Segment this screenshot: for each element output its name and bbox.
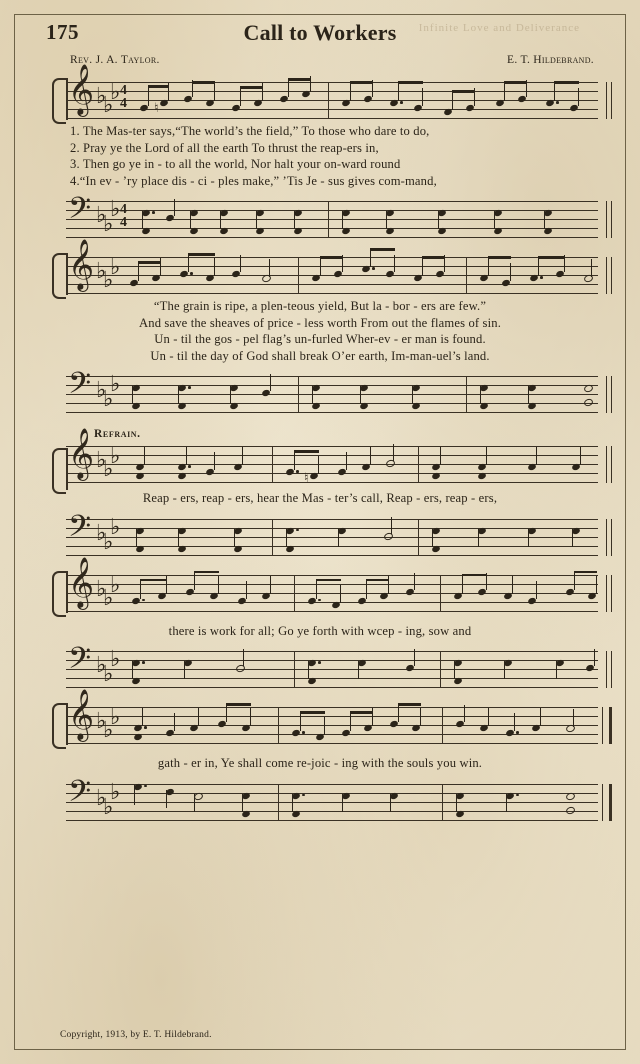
verse-line-4: 4.“In ev - ’ry place dis - ci - ples make,” ’Tis Je - sus gives com-mand, (70, 173, 437, 188)
faint-showthrough-text: Infinite Love and Deliverance (418, 22, 580, 34)
bass-clef-icon: 𝄢 (68, 509, 92, 551)
treble-clef-icon: 𝄞 (68, 556, 95, 608)
bass-clef-icon: 𝄢 (68, 367, 92, 408)
bass-staff-4: 𝄢 ♭ ♭ ♭ (66, 647, 598, 689)
system-5-refrain-close (30, 689, 610, 822)
system-1-verse-opening (30, 64, 610, 239)
treble-staff-4: 𝄞 ♭ ♭ ♭ (66, 571, 598, 613)
refrain-lyrics-1 (70, 490, 570, 507)
bass-clef-icon: 𝄢 (68, 774, 92, 816)
time-signature: 4 4 (120, 83, 127, 111)
treble-staff-1: 𝄞 ♭ ♭ ♭ 4 4 ♮ (66, 78, 598, 120)
refrain-lyrics-3 (70, 755, 570, 772)
verse-line-3: 3. Then go ye in - to all the world, Nor halt your on-ward round (70, 157, 401, 171)
bass-clef-icon: 𝄢 (68, 642, 92, 683)
bass-staff-3: 𝄢 ♭ ♭ ♭ (66, 515, 598, 557)
bass-staff-5: 𝄢 ♭ ♭ ♭ (66, 780, 598, 822)
verse-line-5: “The grain is ripe, a plen-teous yield, But la - bor - ers are few.” (153, 299, 487, 313)
treble-staff-3: 𝄞 ♭ ♭ ♭ ♮ (66, 442, 598, 484)
refrain-lyrics-2 (70, 623, 570, 640)
treble-clef-icon: 𝄞 (68, 64, 95, 115)
verse-line-8: Un - til the day of God shall break O’er earth, Im-man-uel’s land. (150, 348, 490, 363)
verse-stanza-a (70, 123, 570, 189)
system-2-verse-second-half (30, 239, 610, 414)
treble-staff-2: 𝄞 ♭ ♭ ♭ (66, 253, 598, 295)
key-signature-flats: ♭ (96, 84, 107, 109)
hymn-number: 175 (46, 20, 79, 44)
page-header (30, 18, 610, 52)
system-4-refrain-middle (30, 556, 610, 690)
refrain-line-2: there is work for all; Go ye forth with wcep - ing, sow and (168, 623, 472, 638)
refrain-label: Refrain. (94, 428, 141, 440)
system-3-refrain-opening (30, 428, 610, 557)
refrain-line-3: gath - er in, Ye shall come re-joic - ing with the souls you win. (157, 756, 483, 770)
verse-line-6: And save the sheaves of price - less worth From out the flames of sin. (139, 315, 501, 330)
refrain-line-1: Reap - ers, reap - ers, hear the Mas - ter’s call, Reap - ers, reap - ers, (142, 491, 498, 505)
bass-clef-icon: 𝄢 (68, 192, 92, 233)
page-title: Call to Workers (243, 20, 397, 45)
bass-staff-1: 𝄢 ♭ ♭ ♭ 4 4 (66, 197, 598, 239)
treble-clef-icon: 𝄞 (68, 428, 95, 479)
verse-line-2: 2. Pray ye the Lord of all the earth To thrust the reap-ers in, (70, 140, 379, 155)
composer-credit: E. T. Hildebrand. (507, 54, 594, 66)
bass-staff-2: 𝄢 ♭ ♭ ♭ (66, 372, 598, 414)
treble-staff-5: 𝄞 ♭ ♭ ♭ (66, 703, 598, 745)
verse-line-1: 1. The Mas-ter says,“The world’s the field,” To those who dare to do, (70, 124, 430, 138)
treble-clef-icon: 𝄞 (68, 239, 95, 290)
credit-line (30, 54, 610, 70)
verse-line-7: Un - til the gos - pel flag’s un-furled Wher-ev - er man is found. (154, 332, 486, 346)
treble-clef-icon: 𝄞 (68, 689, 95, 740)
verse-stanza-b (70, 298, 570, 364)
author-credit: Rev. J. A. Taylor. (70, 54, 160, 66)
copyright-notice: Copyright, 1913, by E. T. Hildebrand. (60, 1030, 212, 1040)
